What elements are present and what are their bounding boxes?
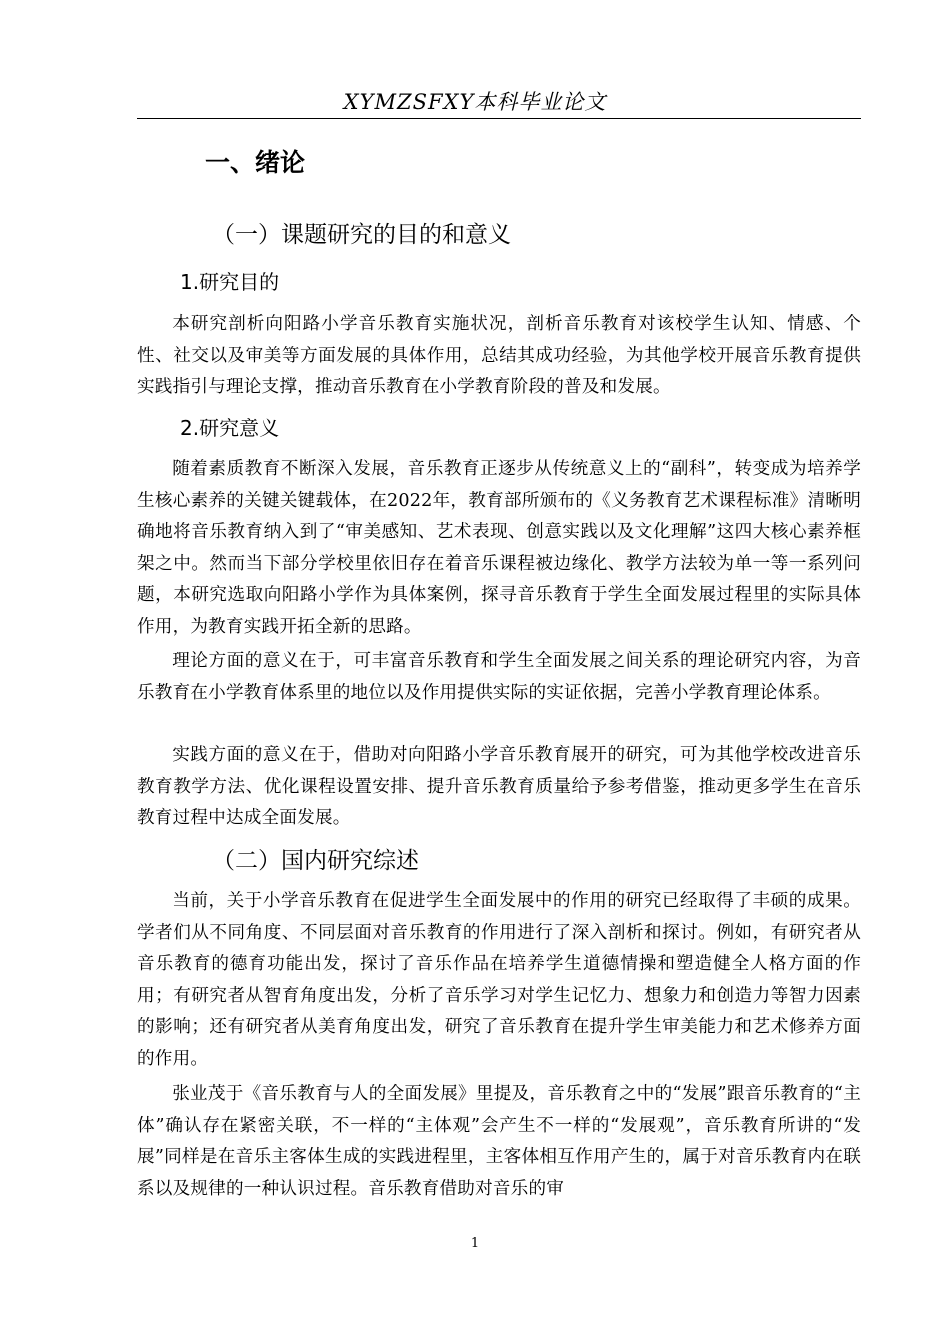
page-header-title: XYMZSFXY本科毕业论文 [343, 90, 607, 114]
section-title-domestic-review: （二）国内研究综述 [212, 848, 419, 874]
subsection-title-significance: 2.研究意义 [180, 416, 280, 440]
paragraph-significance-2: 理论方面的意义在于，可丰富音乐教育和学生全面发展之间关系的理论研究内容，为音乐教育在小学教育体系里的地位以及作用提供实际的实证依据，完善小学教育理论体系。 [137, 651, 861, 703]
paragraph-review-2: 张业茂于《音乐教育与人的全面发展》里提及，音乐教育之中的“发展”跟音乐教育的“主体”确认存在紧密关联，不一样的“主体观”会产生不一样的“发展观”，音乐教育所讲的“发展”同样是在音乐主客体生成的实践进程里，主客体相互作用产生的，属于对音乐教育内在联系以及规律的一种认识过程。音乐教育借助对音乐的审 [137, 1084, 861, 1199]
paragraph-significance-3: 实践方面的意义在于，借助对向阳路小学音乐教育展开的研究，可为其他学校改进音乐教育教学方法、优化课程设置安排、提升音乐教育质量给予参考借鉴，推动更多学生在音乐教育过程中达成全面发展。 [137, 745, 861, 829]
paragraph-review-1: 当前，关于小学音乐教育在促进学生全面发展中的作用的研究已经取得了丰硕的成果。学者们从不同角度、不同层面对音乐教育的作用进行了深入剖析和探讨。例如，有研究者从音乐教育的德育功能出发，探讨了音乐作品在培养学生道德情操和塑造健全人格方面的作用；有研究者从智育角度出发，分析了音乐学习对学生记忆力、想象力和创造力等智力因素的影响；还有研究者从美育角度出发，研究了音乐教育在提升学生审美能力和艺术修养方面的作用。 [137, 891, 861, 1069]
section-title-purpose-significance: （一）课题研究的目的和意义 [212, 222, 511, 248]
paragraph-purpose: 本研究剖析向阳路小学音乐教育实施状况，剖析音乐教育对该校学生认知、情感、个性、社交以及审美等方面发展的具体作用，总结其成功经验，为其他学校开展音乐教育提供实践指引与理论支撑，推动音乐教育在小学教育阶段的普及和发展。 [137, 314, 861, 398]
header-rule [137, 118, 861, 119]
page-number: 1 [470, 1236, 480, 1251]
subsection-title-purpose: 1.研究目的 [180, 270, 280, 294]
chapter-title: 一、绪论 [205, 148, 306, 177]
paragraph-significance-1: 随着素质教育不断深入发展，音乐教育正逐步从传统意义上的“副科”，转变成为培养学生核心素养的关键关键载体，在2022年，教育部所颁布的《义务教育艺术课程标准》清晰明确地将音乐教育纳入到了“审美感知、艺术表现、创意实践以及文化理解”这四大核心素养框架之中。然而当下部分学校里依旧存在着音乐课程被边缘化、教学方法较为单一等一系列问题，本研究选取向阳路小学作为具体案例，探寻音乐教育于学生全面发展过程里的实际具体作用，为教育实践开拓全新的思路。 [137, 459, 861, 637]
